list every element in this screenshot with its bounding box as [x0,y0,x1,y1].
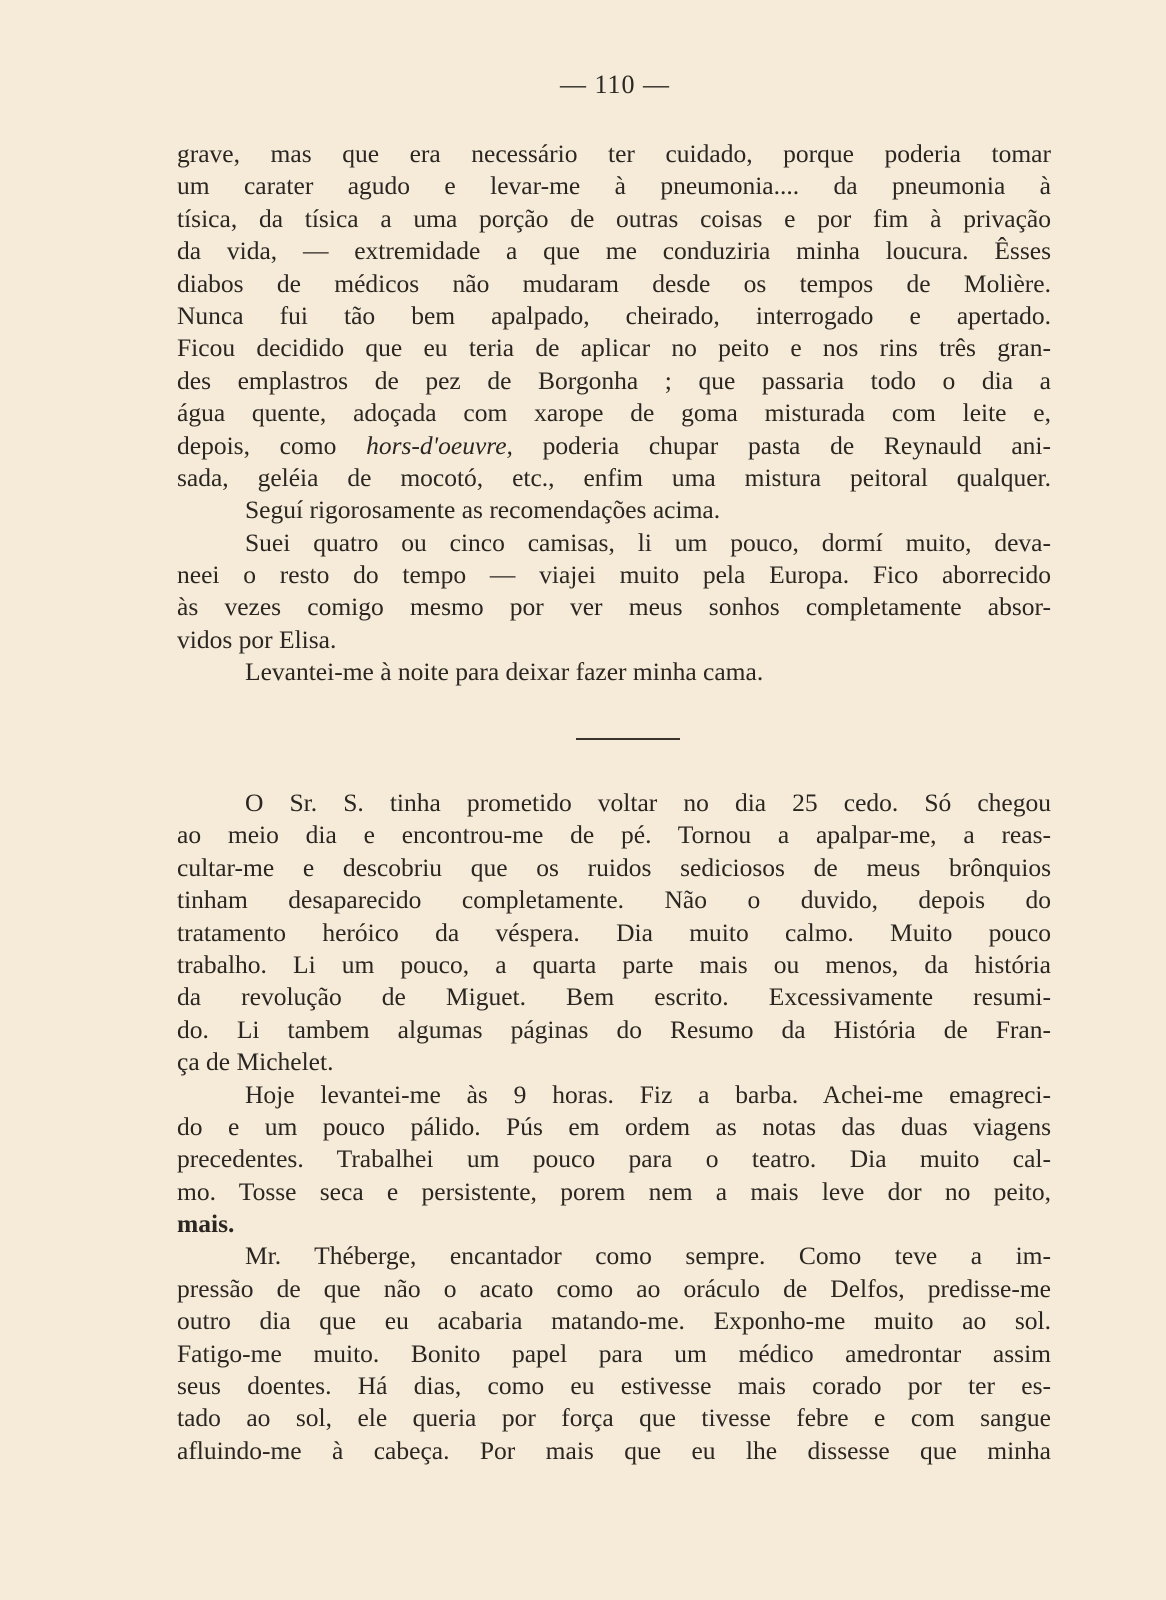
text-line: neei o resto do tempo — viajei muito pela Europa. Fico aborrecido [177,560,1051,590]
section-divider [576,738,680,740]
page-number: — 110 — [559,70,671,99]
text-line: água quente, adoçada com xarope de goma misturada com leite e, [177,398,1051,428]
italic-phrase: hors-d'oeuvre, [366,430,513,460]
text-line: mais. [177,1209,235,1239]
text-line: do. Li tambem algumas páginas do Resumo da História de Fran- [177,1014,1051,1044]
text-line: um carater agudo e levar-me à pneumonia.... da pneumonia à [177,171,1051,201]
text-line: vidos por Elisa. [177,624,337,654]
text-line [177,430,1051,462]
text-line: Mr. Théberge, encantador como sempre. Como teve a im- [245,1241,1051,1271]
text-line: Levantei-me à noite para deixar fazer minha cama. [245,657,764,687]
text-line: Seguí rigorosamente as recomendações acima. [245,495,721,525]
text-line: afluindo-me à cabeça. Por mais que eu lhe dissesse que minha [177,1435,1051,1465]
text-line: O Sr. S. tinha prometido voltar no dia 25 cedo. Só chegou [245,788,1051,817]
text-line: sada, geléia de mocotó, etc., enfim uma mistura peitoral qualquer. [177,462,1051,492]
text-line: Suei quatro ou cinco camisas, li um pouco, dormí muito, deva- [245,527,1051,557]
text-line: ça de Michelet. [177,1047,334,1077]
text-line: mo. Tosse seca e persistente, porem nem a mais leve dor no peito, [177,1176,1051,1206]
text-line: Nunca fui tão bem apalpado, cheirado, interrogado e apertado. [177,300,1051,330]
text-line: Ficou decidido que eu teria de aplicar no peito e nos rins três gran- [177,333,1051,363]
text-line: do e um pouco pálido. Pús em ordem as notas das duas viagens [177,1111,1051,1141]
text-line: da revolução de Miguet. Bem escrito. Excessivamente resumi- [177,982,1051,1012]
text-section-2 [177,787,1051,1467]
text-line: precedentes. Trabalhei um pouco para o teatro. Dia muito cal- [177,1144,1051,1174]
text-line: seus doentes. Há dias, como eu estivesse mais corado por ter es- [177,1371,1051,1401]
text-line: da vida, — extremidade a que me conduziria minha loucura. Êsses [177,236,1051,266]
text-line: outro dia que eu acabaria matando-me. Exponho-me muito ao sol. [177,1306,1051,1336]
text-line: pressão de que não o acato como ao oráculo de Delfos, predisse-me [177,1273,1051,1303]
text-line: Fatigo-me muito. Bonito papel para um médico amedrontar assim [177,1338,1051,1368]
text-line: tinham desaparecido completamente. Não o duvido, depois do [177,885,1051,915]
text-line: des emplastros de pez de Borgonha ; que passaria todo o dia a [177,365,1051,395]
text-line: ao meio dia e encontrou-me de pé. Tornou a apalpar-me, a reas- [177,820,1051,850]
text-line: tratamento heróico da véspera. Dia muito calmo. Muito pouco [177,917,1051,947]
text-line: tísica, da tísica a uma porção de outras coisas e por fim à privação [177,203,1051,233]
text-line: às vezes comigo mesmo por ver meus sonhos completamente absor- [177,592,1051,622]
text-line: Hoje levantei-me às 9 horas. Fiz a barba. Achei-me emagreci- [245,1079,1051,1109]
text-line: cultar-me e descobriu que os ruidos sediciosos de meus brônquios [177,852,1051,882]
text-segment: depois, como [177,430,367,460]
text-section-1 [177,138,1051,689]
text-line: diabos de médicos não mudaram desde os tempos de Molière. [177,268,1051,298]
text-line: tado ao sol, ele queria por força que tivesse febre e com sangue [177,1403,1051,1433]
text-line: grave, mas que era necessário ter cuidado, porque poderia tomar [177,139,1051,168]
text-segment: poderia chupar pasta de Reynauld ani- [512,430,1051,460]
text-line: trabalho. Li um pouco, a quarta parte mais ou menos, da história [177,949,1051,979]
